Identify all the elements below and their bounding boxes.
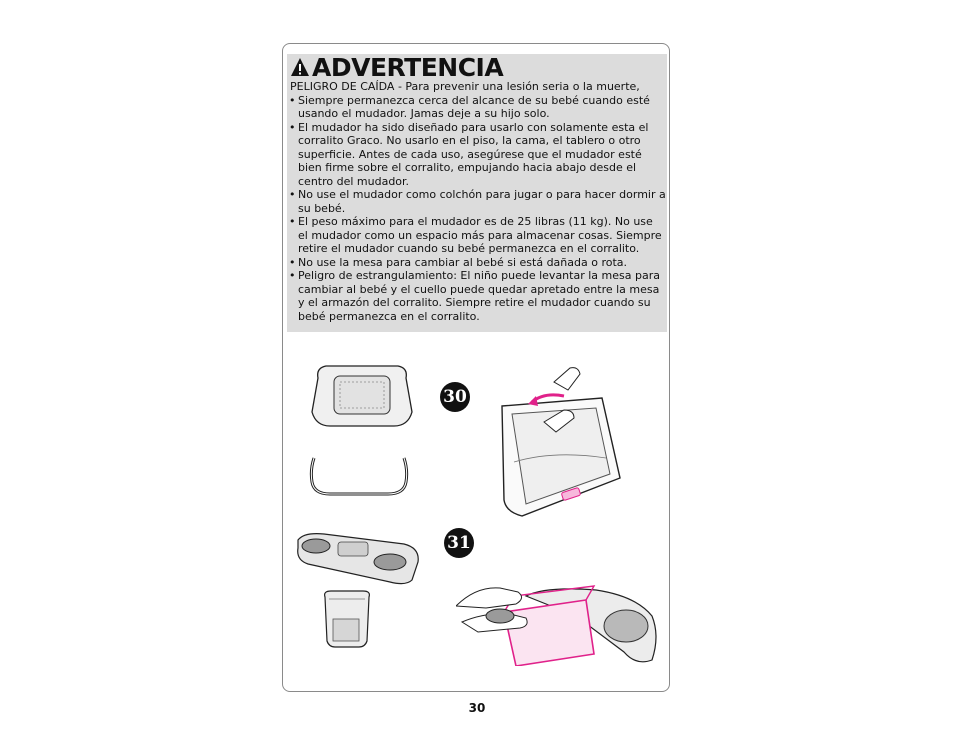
warning-intro: PELIGRO DE CAÍDA - Para prevenir una lesión seria o la muerte,	[290, 80, 640, 93]
basket-illustration	[321, 589, 373, 649]
warning-title-text: ADVERTENCIA	[312, 52, 504, 82]
step-30-badge: 30	[440, 382, 470, 412]
warning-list	[290, 94, 666, 324]
warning-triangle-icon	[290, 57, 310, 77]
changer-tray-illustration	[310, 362, 414, 430]
step-30-illustration	[494, 362, 626, 522]
warning-item: • Peligro de estrangulamiento: El niño puede levantar la mesa para cambiar al bebé y el cuello puede quedar apretado entre la mesa y el armazón del corralito. Siempre retire el mudador cuando su bebé permanezca en el corralito.	[290, 269, 666, 323]
support-bar-illustration	[306, 456, 412, 498]
warning-item: • No use el mudador como colchón para jugar o para hacer dormir a su bebé.	[290, 188, 666, 215]
warning-body	[290, 80, 666, 323]
warning-title	[290, 52, 503, 82]
step-31-illustration	[456, 556, 664, 666]
warning-item: • El peso máximo para el mudador es de 25 libras (11 kg). No use el mudador como un espacio más para almacenar cosas. Siempre retire el mudador cuando su bebé permanezca en el corralito.	[290, 215, 666, 256]
page-number: 30	[468, 701, 486, 715]
warning-item: • El mudador ha sido diseñado para usarlo con solamente esta el corralito Graco. No usarlo en el piso, la cama, el tablero o otro superficie. Antes de cada uso, asegúrese que el mudador esté bien firme sobre el corralito, empujando hacia abajo desde el centro del mudador.	[290, 121, 666, 189]
changer-table-illustration	[294, 530, 424, 586]
warning-item: • Siempre permanezca cerca del alcance de su bebé cuando esté usando el mudador. Jamas deje a su hijo solo.	[290, 94, 666, 121]
warning-item: • No use la mesa para cambiar al bebé si está dañada o rota.	[290, 256, 666, 270]
step-31-badge: 31	[444, 528, 474, 558]
